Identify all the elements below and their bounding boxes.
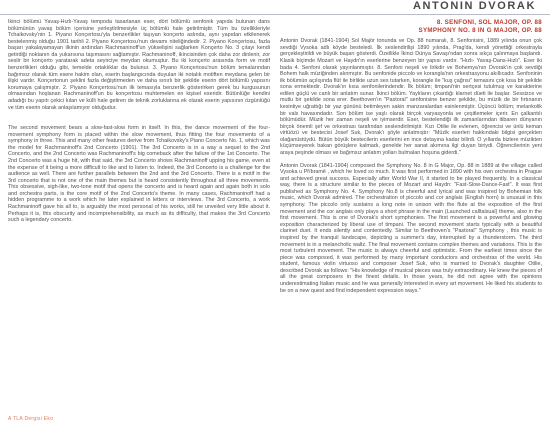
turkish-paragraph: Antonin Dvorak (1841-1904) Sol Majör tonunda ve Op. 88 numaralı, 8. Senfonisini, 1889 yılında onun çok sevdiği Vysoka adlı köyde besteledi. İlk seslendirilişi 1890 yılında, Prag'da, kendi yönettiği orkestrayla gerçekleştirildi ve büyük başarı gösterdi. Özellikle İkinci Dünya Savaşı'ndan sonra sıkça çalınmaya başlandı. Klasik biçimde Mozart ve Haydn'ın eserlerine benzeyen bir yapısı vardır. "Hızlı- Yavaş-Dans-Hızlı". Eser iki bada 4. Senfoni olarak yayınlanmıştır. 8. Senfoni neşeli ve lirikdir ve Bohemya'nın Dvorak'ın çok sevdiği Bohem halk müziğinden alınmıştır. Bu senfonide piccolo ve korangla'nın orkestrasyonu akıllıcadır. Senfoninin ilk bölümün açılışında flüt ile birlikte uzun ses tutarken, korangle ile "kuş çağrısı" temasını çok kısa bir şekilde sona ermektedir. Dvorak'ın kısa senfonilerindendir. İlk bölüm; timpani'nin sertçesi tutulmuş ve karakterine edilen güçlü ve canlı bir anlatım sunar. İkinci bölüm. Yaylıların çıkardığı klarnet düeti ile başlar. Sessizce ve mutlu bir şekilde sona erer. Beethoven'ın "Pastoral" senfonisine benzer şekilde, bu müzik de bir fırtınanın kesintiye uğrattığı bir yaz gününü betimleyen sakin manzaralardan esinlenmiştir. Üçüncü bölüm; melankolik bir vals havasındadır. Son bölüm ise yaşlı olarak birçok varyasyonla ve çeşitlemeler içerir. En çalkantılı bölümüdür. Müzik her zaman neşeli ve iyimserdir. Eser, bestelendiği ilk zamanlarından itibaren dünyanın birçok önemli şef ve orkestrası tarafından seslendirilmiştir. Kızı Otilie ile evlenen, öğrencisi ve ünlü keman virtüözü ve bestecisi Josef Suk, Dvorak'ı şöyle anlatmıştır: "Müzik eserleri hakkındaki bilgisi gerçekten olağanüstüydü. Bütün büyük bestecilerin eserlerini en ince detayına kadar bilirdi. O yıllarda bizlere müzikten küçümseyerek bakan görüşlere kalmadı, genelde her sanat akımına ilgi duyan biriydi. Öğrencilerinin yeni araya peşinde olması ve bağımsız anlatım yolları bulmaları hoşuna giderdi." — [280, 38, 542, 157]
right-column — [280, 19, 542, 419]
header-divider — [0, 14, 550, 15]
section-gap — [8, 117, 270, 125]
english-paragraph: The second movement bears a slow-fast-slow form in itself. In this, the dance movement of the four-movement symphony form is placed within the slow movement, thus fitting the four movements of a symphony in three. This and many other features derive from Tchaikovsky's Piano Concerto No. 1, which was the model for Rachmaninoff's 2nd Concerto (1901). The 3rd Concerto is in a way a sequel to the 2nd Concerto, and the 2nd Concerto was Rachmaninoff's big comeback after the failure of the 1st Concerto. The 2nd Concerto was a huge hit, with that said, the 3rd Concerto shows Rachmaninoff upping his game, even at the expense of it being a more difficult to like and to listen to. Indeed, the 3rd Concerto is a challenge for the audience as well. There are further parallels between the 2nd and the 3rd Concerto. There is a motif in the 3rd concerto that is not one of the main themes but is heard consistently throughout all three movements. This obsessive, sigh-like, two-tone motif that opens the concerto and is heard again and again both in solo and orchestra parts, is the core motif of the 2nd Concerto's theme. In many cases, Rachmaninoff had a hidden programme to a work which he later explained in letters or interviews. The 3rd Concerto, a work Rachmaninoff gave his all to, is arguably the most personal of his works, still he unveiled very little about it. Perhaps it is, this obscurity and incomprehensibility, as much as its difficulty, that makes the 3rd Concerto such a legendary concerto. — [8, 125, 270, 224]
page-footer: A TLA Dergisi Eko — [8, 416, 54, 422]
left-column — [8, 19, 270, 419]
composer-header: ANTONIN DVORAK — [412, 0, 536, 12]
work-title-turkish: 8. SENFONİ, SOL MAJÖR, OP. 88 — [436, 19, 542, 26]
english-paragraph: Antonin Dvorak (1841-1904) composed the Symphony No. 8 in G Major, Op. 88 in 1889 at the village called Vysoka u Příbramě , which he loved so much. It was first performed in 1890 with his own orchestra in Prague and achieved great success. Especially after World War II, it started to be played frequently. In a classical way, there is a structure similar to the pieces of Mozart and Haydn: "Fast-Slow-Dance-Fast". It was first published as Symphony No. 4. Symphony No.8 is cheerful and lyrical and was inspired by Bohemian folk music, which Dvorak admired. The orchestration of piccolo and cor anglais (English horn) is unusual in this symphony. The piccolo only sustains a long note in unison with the flute at the exposition of the first movement and the cor anglais only plays a short phrase in the main (Launched calltalsual) theme, also in the first movement. This is one of Dvorak's short symphonies. The first movement is a powerful and glowing exposition characterized by liberal use of timpani. The second movement starts typically with a beautiful clarinet duet. It ends silently and contentedly. Similar to Beethoven's "Pastoral" Symphony , this music is inspired by the tranquil landscape, depicting a summer's day, interrupted by a thunderstorm. The third movement is in a melancholic waltz. The final movement contains complex themes and variations. This is the most turbulent movement. The music is always cheerful and optimistic. From the earliest times since the piece was composed, it was performed by many important conductors and orchestras of the world. His student, famous violin virtuoso and composer Josef Suk, who is married to Dvorak's daughter Otilie, described Dvorak as follows: "His knowledge of musical pieces was truly extraordinary. He knew the pieces of all the great composers in the finest details. In those years, he did not agree with the opinions underestimating Italian music and he was generally interested in every art movement. He liked his students to be on a new quest and find independent expression ways." — [280, 162, 542, 294]
turkish-paragraph: İkinci bölümü Yavaş-Hızlı-Yavaş tempoda tasarlanan eser, dört bölümlü senfonik yapıda bulunan dans bölümünün yavaş bölüm içerisine yerleştirilmesiyle üç bölümlü hale getirilmiştir. Tüm bu özellikleriyle Tchaikovsky'nin 1. Piyano Konçertosu'yla benzerlikler taşıyan konçerto aslında, aynı yapıdan etkilenerek bestelenmiş olduğu 1901 tarihli 2. Piyano Konçertosu'nun devamı niteliğindedir. 2. Piyano Konçertosu, fazla başarı yakalayamayan ilkinin ardından Rachmaninoff'un yükselişini sağlarken Konçerto No. 3 çıtayı kendi getirdiği noktanın da yukarısına taşımasını sağlamıştır. Rachmaninoff, ikincisinden çok daha zor dinlenir, zor seslir bir konçerto yaratarak adeta seyirciye meydan okumuştur. Bu iki konçerto arasında form ve motif benzerlikleri olduğu gibi, temelde ortaklıklar da bulunur. 3. Piyano Konçertosu'nun bölüm temalarından bağımsız olarak tüm esere hakim olan, eserin başlangıcında duyulan iki notalık motiften meydana gelen bir ilişki vardır. Konçertonun şeklini fazla değiştirmeden ve daha sınırlı bir şekilde eserin dört bölümlü yapısını korumaya çalışmıştır. 2. Piyano Konçertosu'nun ilk temasıyla benzerlik gösterirken gerek bu kurgusunun olmasından hoşlanan Rachmaninoff'un bu konçertosu muhtemelen en kişisel eseridir. Bütünlüğe kendini adadığı bu yapıtı çekici kılan ve külli hale getiren de teknik zorluklarına ek olarak eserin yapısının özgünlüğü ve tüm eserin olarak anlaşılamıyor olduğudur. — [8, 19, 270, 111]
work-title-english: SYMPHONY NO. 8 IN G MAJOR, OP. 88 — [418, 26, 542, 34]
